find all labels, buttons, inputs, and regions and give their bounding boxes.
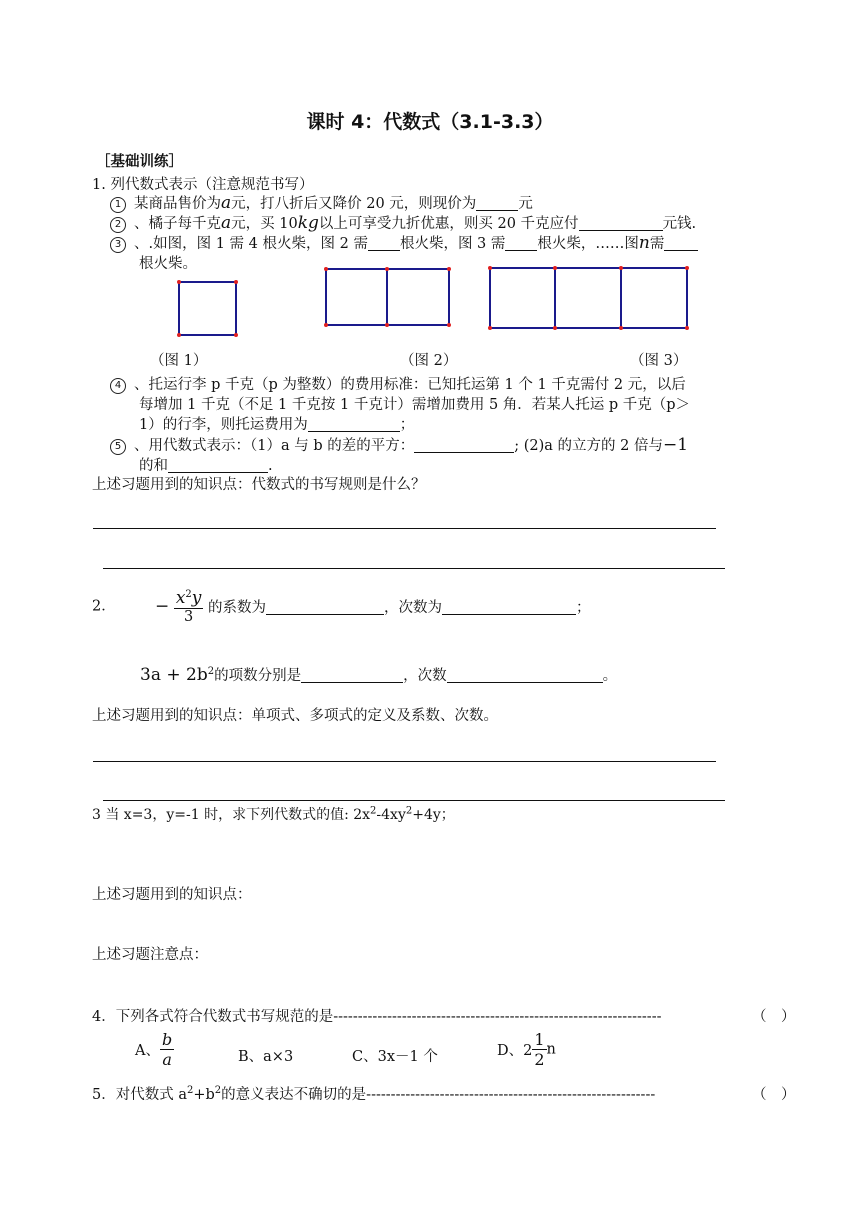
question-5-answer-paren: （ ） <box>752 1087 796 1103</box>
question-4-answer-paren: （ ） <box>752 1009 796 1025</box>
question-1-item-2: 2 、橘子每千克a元，买 10kg以上可享受九折优惠，则买 20 千克应付 元钱. <box>110 212 696 233</box>
fraction: $\frac{x^2y}{3}$ <box>175 588 202 625</box>
question-1-knowledge: 上述习题用到的知识点：代数式的书写规则是什么？ <box>92 477 426 493</box>
answer-blank <box>168 458 268 473</box>
question-4-option-d: D、2 $\frac{1}{2}$ n <box>497 1030 556 1069</box>
question-2-line-2: $3a + 2b^2$的项数分别是 ，次数 。 <box>140 665 618 685</box>
question-4-option-c: C、3x－1 个 <box>352 1049 438 1065</box>
matchstick-figures <box>0 0 860 360</box>
figure-3-square-c <box>621 268 687 328</box>
writing-line <box>103 800 725 801</box>
circled-number: 4 <box>110 378 126 394</box>
matchstick-heads <box>177 266 689 337</box>
answer-blank <box>447 668 603 683</box>
figure-2-square-b <box>387 269 449 325</box>
answer-blank <box>414 438 514 453</box>
question-1-item-4-line-3: 1）的行李，则托运费用为 ； <box>139 417 415 433</box>
figure-1-caption: （图 1） <box>150 353 208 369</box>
circled-number: 1 <box>110 197 126 213</box>
answer-blank <box>308 417 400 432</box>
question-1-item-5-line-2: 的和 . <box>139 458 273 474</box>
question-4: 4．下列各式符合代数式书写规范的是------------------------------------------------------------------- <box>92 1009 662 1025</box>
circled-number: 3 <box>110 237 126 253</box>
question-1-item-4-line-2: 每增加 1 千克（不足 1 千克按 1 千克计）需增加费用 5 角．若某人托运 p 千克（p＞ <box>139 397 691 413</box>
question-3: 3 当 x=3，y=-1 时，求下列代数式的值: $2x^2-4xy^2+4y$； <box>92 805 455 823</box>
writing-line <box>93 761 716 762</box>
question-1-heading: 1. 列代数式表示（注意规范书写） <box>92 177 314 193</box>
figure-3-square-b <box>555 268 621 328</box>
question-2-knowledge: 上述习题用到的知识点：单项式、多项式的定义及系数、次数。 <box>92 708 498 724</box>
question-1-item-1: 1 某商品售价为a元，打八折后又降价 20 元，则现价为 元 <box>110 192 533 213</box>
circled-number: 5 <box>110 439 126 455</box>
fraction: $\frac{1}{2}$ <box>534 1030 545 1069</box>
answer-blank <box>442 600 576 615</box>
writing-line <box>103 568 725 569</box>
question-3-knowledge: 上述习题用到的知识点： <box>92 887 252 903</box>
figure-3-square-a <box>490 268 555 328</box>
question-1-item-3: 3 、.如图，图 1 需 4 根火柴，图 2 需 根火柴，图 3 需 根火柴，……图n需 <box>110 232 698 253</box>
page-title: 课时 4：代数式（3.1-3.3） <box>306 111 554 133</box>
question-3-note: 上述习题注意点： <box>92 947 208 963</box>
fraction: $\frac{b}{a}$ <box>161 1030 173 1069</box>
question-2-line-1: 2． − $\frac{x^2y}{3}$ 的系数为 ，次数为 ； <box>92 588 591 625</box>
question-4-option-b: B、a×3 <box>238 1049 294 1065</box>
question-1-item-4: 4 、托运行李 p 千克（p 为整数）的费用标准：已知托运第 1 个 1 千克需付 2 元，以后 <box>110 373 686 394</box>
answer-blank <box>266 600 384 615</box>
question-4-option-a: A、 $\frac{b}{a}$ <box>135 1030 173 1069</box>
writing-line <box>93 528 716 529</box>
section-heading: ［基础训练］ <box>96 154 183 170</box>
question-1-item-5: 5 、用代数式表示：（1）a 与 b 的差的平方： ; (2)a 的立方的 2 倍与−1 <box>110 434 688 455</box>
figure-3-caption: （图 3） <box>630 353 688 369</box>
circled-number: 2 <box>110 217 126 233</box>
figure-1-square <box>179 282 236 335</box>
figure-2-square-a <box>326 269 387 325</box>
question-5: 5．对代数式 $a^2+b^2$的意义表达不确切的是----------------------------------------------------------- <box>92 1085 656 1103</box>
answer-blank <box>301 668 403 683</box>
question-1-item-3-cont: 根火柴。 <box>139 256 197 272</box>
figure-2-caption: （图 2） <box>400 353 458 369</box>
